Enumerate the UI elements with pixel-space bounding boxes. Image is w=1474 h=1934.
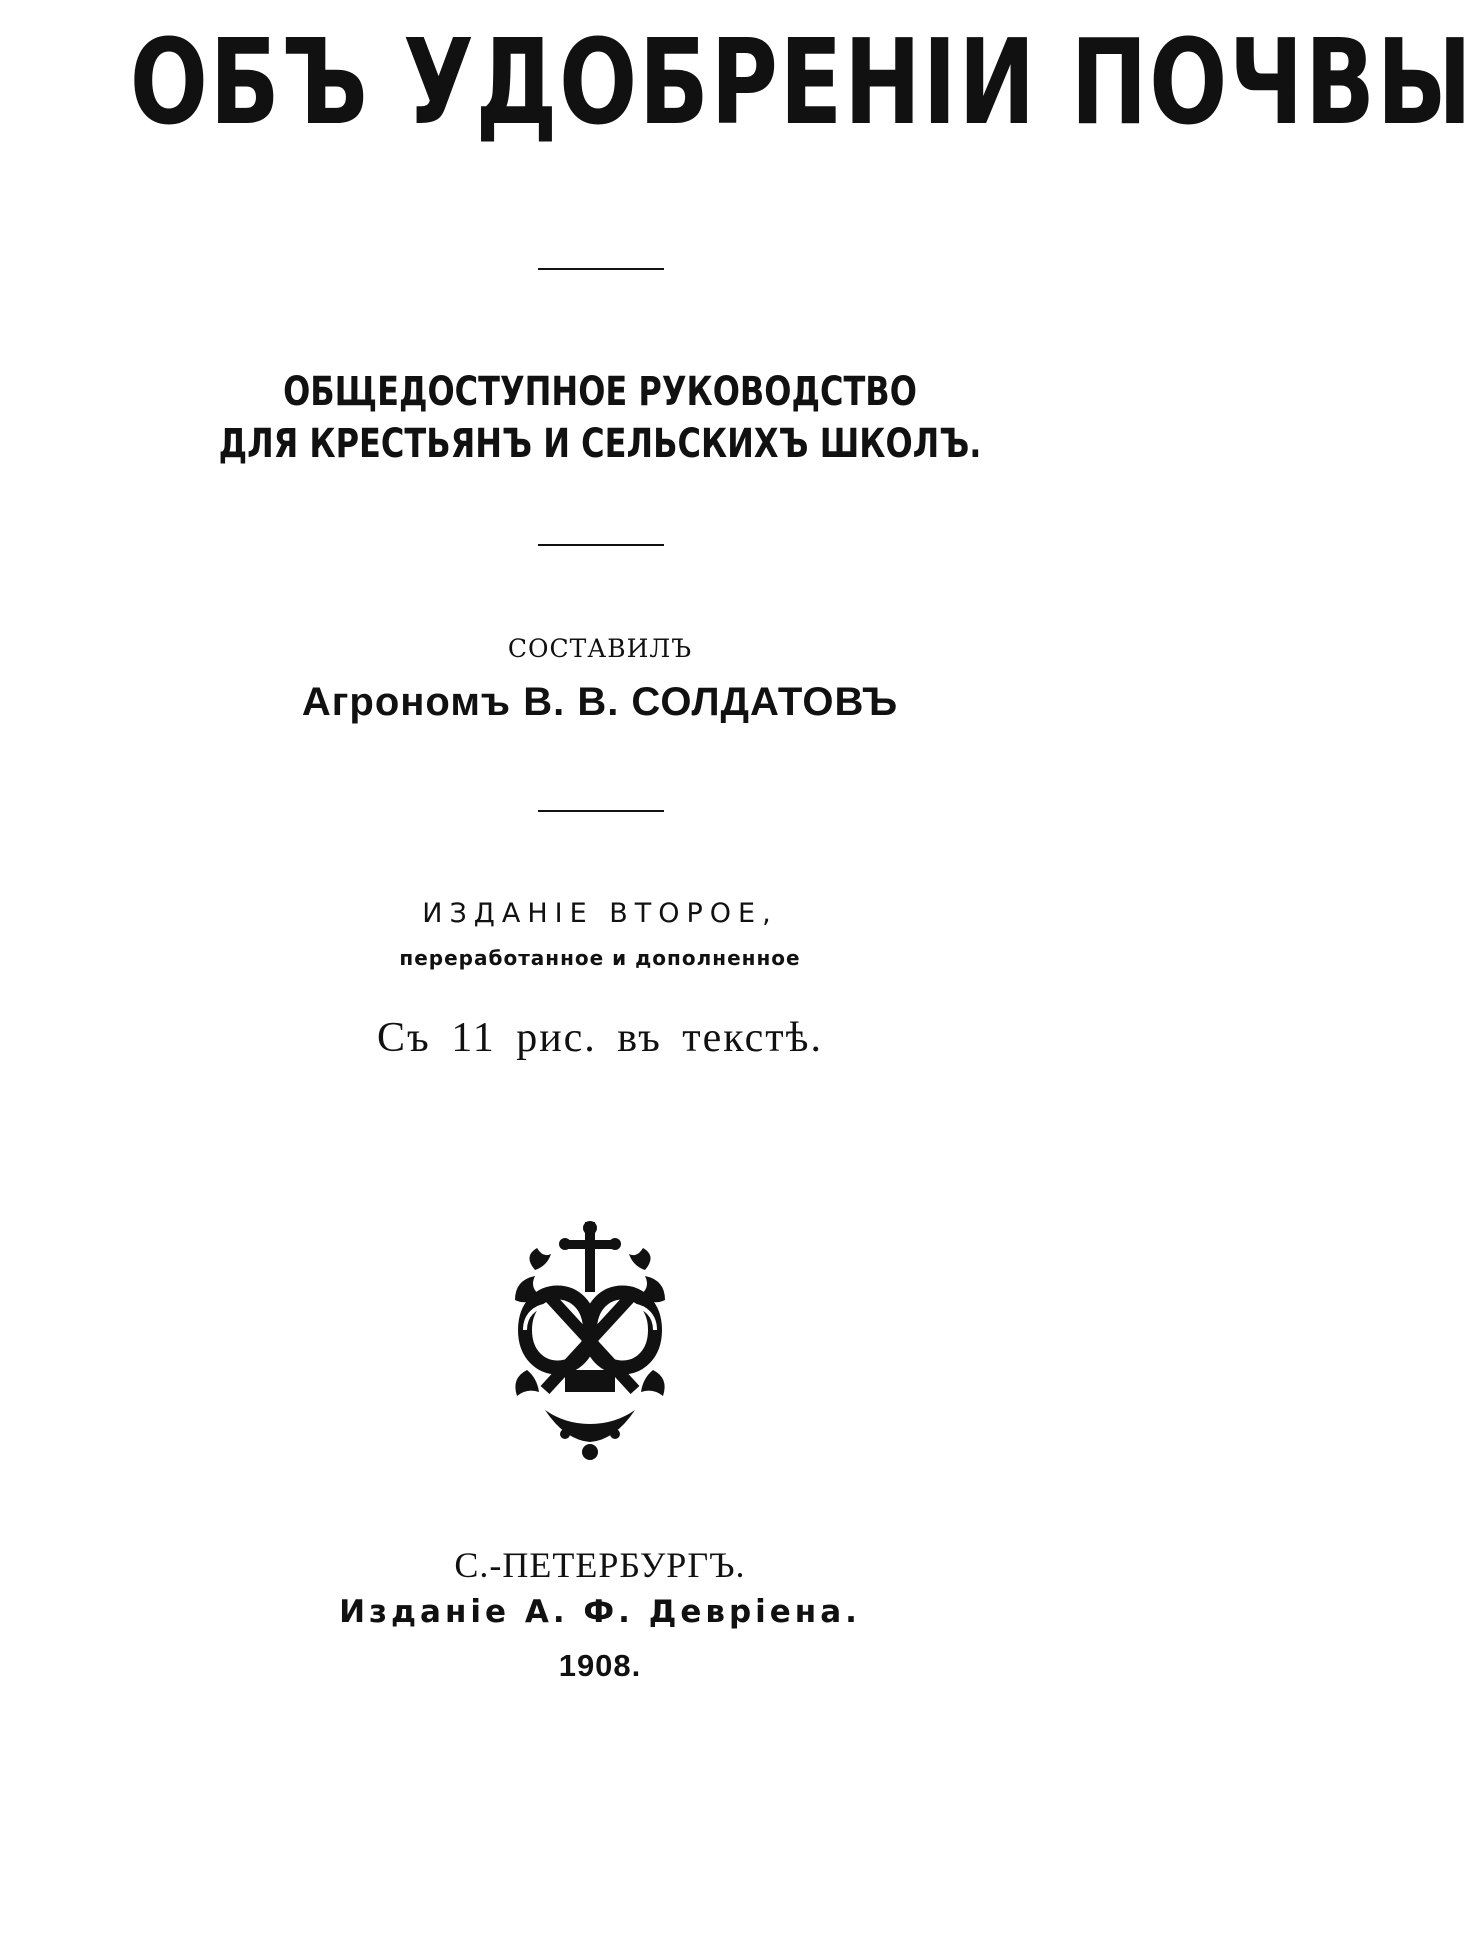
compiled-by-label: СОСТАВИЛЪ [507, 634, 693, 663]
subtitle-line-2: ДЛЯ КРЕСТЬЯНЪ И СЕЛЬСКИХЪ ШКОЛЪ. [218, 421, 982, 467]
publisher-emblem-icon [505, 1220, 675, 1470]
edition-note: переработанное и дополненное [399, 946, 801, 970]
subtitle-line-1: ОБЩЕДОСТУПНОЕ РУКОВОДСТВО [283, 369, 917, 415]
illustrations-note: Съ 11 рис. въ текстѣ. [377, 1015, 823, 1061]
imprint-publisher: Изданіе А. Ф. Девріена. [339, 1594, 861, 1630]
edition-label: ИЗДАНІЕ ВТОРОЕ, [422, 898, 778, 929]
imprint-city: С.-ПЕТЕРБУРГЪ. [454, 1545, 746, 1585]
separator-rule-1 [538, 268, 664, 270]
book-title: ОБЪ УДОБРЕНІИ ПОЧВЫ [129, 13, 1474, 151]
separator-rule-2 [538, 544, 664, 546]
author-name: Агрономъ В. В. СОЛДАТОВЪ [301, 680, 899, 724]
imprint-year: 1908. [558, 1648, 642, 1683]
separator-rule-3 [538, 810, 664, 812]
